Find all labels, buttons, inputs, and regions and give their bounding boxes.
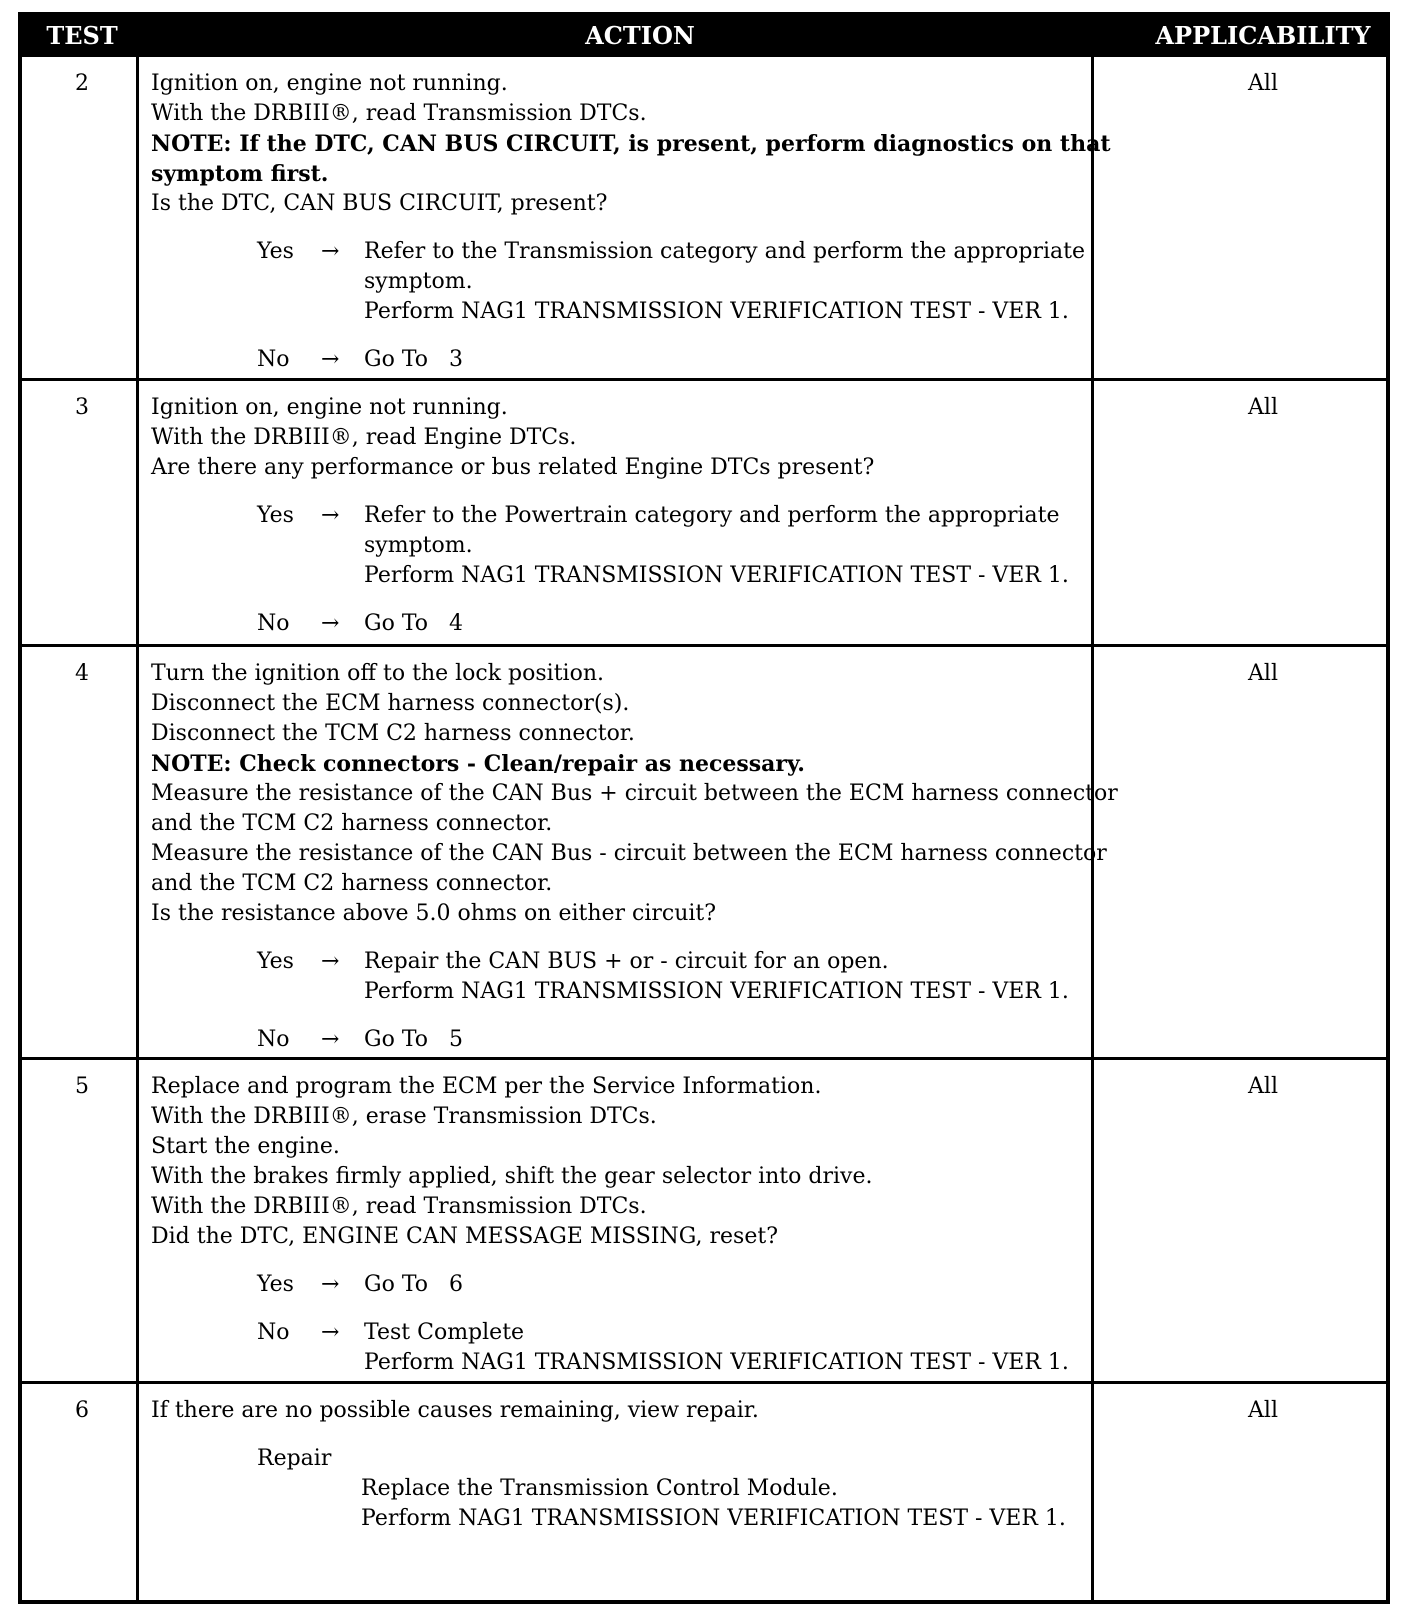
yes-branch bbox=[151, 947, 1141, 1007]
action-line: Ignition on, engine not running. bbox=[151, 395, 508, 420]
action-line: Measure the resistance of the CAN Bus - circuit between the ECM harness connector bbox=[151, 841, 1107, 866]
action-cell bbox=[151, 69, 1141, 375]
no-text: Go To 5 bbox=[364, 1027, 463, 1052]
note-text: NOTE: If the DTC, CAN BUS CIRCUIT, is present, perform diagnostics on that symptom first. bbox=[151, 131, 1111, 187]
action-line: Turn the ignition off to the lock position. bbox=[151, 661, 604, 686]
no-branch bbox=[151, 1025, 1141, 1055]
action-cell bbox=[151, 1072, 1141, 1378]
no-branch bbox=[151, 345, 1141, 375]
no-branch bbox=[151, 1318, 1141, 1378]
arrow-icon: → bbox=[321, 1272, 340, 1297]
action-line: and the TCM C2 harness connector. bbox=[151, 811, 553, 836]
test-number: 5 bbox=[75, 1074, 89, 1099]
arrow-icon: → bbox=[321, 239, 340, 264]
no-text: Perform NAG1 TRANSMISSION VERIFICATION TEST - VER 1. bbox=[364, 1350, 1069, 1375]
arrow-icon: → bbox=[321, 503, 340, 528]
applicability-value: All bbox=[1248, 661, 1278, 686]
yes-text: Refer to the Transmission category and perform the appropriate bbox=[364, 239, 1086, 264]
test-number: 2 bbox=[75, 71, 89, 96]
yes-branch bbox=[151, 237, 1141, 327]
arrow-icon: → bbox=[321, 1320, 340, 1345]
applicability-value: All bbox=[1248, 71, 1278, 96]
note-text: NOTE: Check connectors - Clean/repair as necessary. bbox=[151, 751, 805, 777]
header-action: ACTION bbox=[585, 21, 695, 50]
arrow-icon: → bbox=[321, 949, 340, 974]
no-text: Go To 4 bbox=[364, 611, 463, 636]
action-line: With the DRBIII®, read Engine DTCs. bbox=[151, 425, 577, 450]
action-line: Replace and program the ECM per the Service Information. bbox=[151, 1074, 822, 1099]
yes-branch bbox=[151, 1270, 1141, 1300]
question-text: Did the DTC, ENGINE CAN MESSAGE MISSING, reset? bbox=[151, 1224, 778, 1249]
no-text: Test Complete bbox=[364, 1320, 525, 1345]
header-test: TEST bbox=[46, 21, 118, 50]
applicability-value: All bbox=[1248, 1398, 1278, 1423]
yes-text: Perform NAG1 TRANSMISSION VERIFICATION TEST - VER 1. bbox=[364, 979, 1069, 1004]
action-line: If there are no possible causes remaining, view repair. bbox=[151, 1398, 759, 1423]
arrow-icon: → bbox=[321, 347, 340, 372]
applicability-value: All bbox=[1248, 395, 1278, 420]
yes-label: Yes bbox=[257, 239, 294, 264]
action-line: With the DRBIII®, read Transmission DTCs. bbox=[151, 101, 647, 126]
repair-label: Repair bbox=[257, 1446, 332, 1471]
table-row bbox=[22, 1057, 1386, 1383]
action-line: With the brakes firmly applied, shift the gear selector into drive. bbox=[151, 1164, 873, 1189]
yes-label: Yes bbox=[257, 1272, 294, 1297]
diagnostic-table bbox=[18, 12, 1390, 1604]
question-text: Is the DTC, CAN BUS CIRCUIT, present? bbox=[151, 191, 608, 216]
test-number: 3 bbox=[75, 395, 89, 420]
repair-text: Perform NAG1 TRANSMISSION VERIFICATION TEST - VER 1. bbox=[361, 1506, 1066, 1531]
no-label: No bbox=[257, 611, 290, 636]
yes-text: Perform NAG1 TRANSMISSION VERIFICATION TEST - VER 1. bbox=[364, 299, 1069, 324]
action-line: Disconnect the TCM C2 harness connector. bbox=[151, 721, 635, 746]
yes-text: symptom. bbox=[364, 533, 473, 558]
action-cell bbox=[151, 659, 1141, 1055]
table-row bbox=[22, 54, 1386, 380]
action-line: Disconnect the ECM harness connector(s). bbox=[151, 691, 630, 716]
action-line: Are there any performance or bus related Engine DTCs present? bbox=[151, 455, 875, 480]
action-line: Start the engine. bbox=[151, 1134, 340, 1159]
yes-branch bbox=[151, 501, 1141, 591]
test-number: 4 bbox=[75, 661, 89, 686]
header-applicability: APPLICABILITY bbox=[1155, 21, 1371, 50]
yes-text: Perform NAG1 TRANSMISSION VERIFICATION TEST - VER 1. bbox=[364, 563, 1069, 588]
test-number: 6 bbox=[75, 1398, 89, 1423]
no-label: No bbox=[257, 1027, 290, 1052]
repair-text: Replace the Transmission Control Module. bbox=[361, 1476, 838, 1501]
action-line: and the TCM C2 harness connector. bbox=[151, 871, 553, 896]
arrow-icon: → bbox=[321, 611, 340, 636]
yes-text: symptom. bbox=[364, 269, 473, 294]
table-row bbox=[22, 378, 1386, 646]
table-row bbox=[22, 644, 1386, 1059]
no-label: No bbox=[257, 1320, 290, 1345]
table-row bbox=[22, 1381, 1386, 1600]
arrow-icon: → bbox=[321, 1027, 340, 1052]
table-header bbox=[22, 16, 1386, 56]
no-text: Go To 3 bbox=[364, 347, 463, 372]
action-cell bbox=[151, 393, 1141, 639]
no-label: No bbox=[257, 347, 290, 372]
action-line: Ignition on, engine not running. bbox=[151, 71, 508, 96]
yes-text: Go To 6 bbox=[364, 1272, 463, 1297]
action-line: Measure the resistance of the CAN Bus + circuit between the ECM harness connector bbox=[151, 781, 1118, 806]
applicability-value: All bbox=[1248, 1074, 1278, 1099]
no-branch bbox=[151, 609, 1141, 639]
action-line: With the DRBIII®, read Transmission DTCs. bbox=[151, 1194, 647, 1219]
action-line: With the DRBIII®, erase Transmission DTCs. bbox=[151, 1104, 657, 1129]
question-text: Is the resistance above 5.0 ohms on either circuit? bbox=[151, 901, 717, 926]
yes-text: Repair the CAN BUS + or - circuit for an open. bbox=[364, 949, 889, 974]
action-cell bbox=[151, 1396, 1141, 1534]
yes-text: Refer to the Powertrain category and perform the appropriate bbox=[364, 503, 1060, 528]
yes-label: Yes bbox=[257, 949, 294, 974]
yes-label: Yes bbox=[257, 503, 294, 528]
